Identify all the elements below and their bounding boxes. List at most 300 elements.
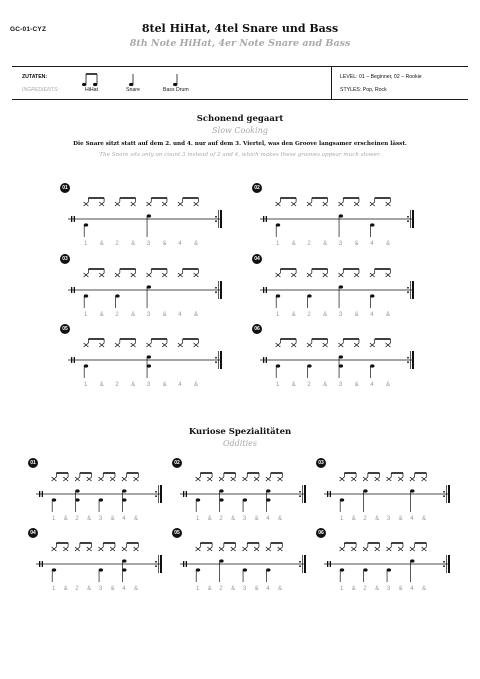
repeat-sign — [215, 357, 217, 359]
snare-note — [122, 489, 126, 492]
count-label: & — [291, 241, 296, 247]
repeat-sign — [215, 216, 217, 218]
count-label: & — [162, 382, 167, 388]
hihat-beam — [103, 472, 115, 474]
hihat-note — [338, 339, 343, 347]
bass-note — [387, 568, 391, 571]
hihat-beam — [312, 268, 328, 270]
hihat-beam — [280, 338, 296, 340]
count-label: 1 — [276, 382, 280, 388]
exercise-number-badge: 05 — [60, 324, 70, 334]
bass-note — [147, 364, 151, 367]
hihat-beam — [183, 268, 199, 270]
document-code: GC-01-CYZ — [10, 26, 47, 33]
hihat-beam — [271, 542, 283, 544]
hihat-beam — [375, 197, 391, 199]
hihat-beam — [391, 542, 403, 544]
count-label: 1 — [196, 586, 200, 592]
hihat-note — [146, 198, 151, 206]
count-label: & — [386, 241, 391, 247]
drum-notation — [180, 540, 312, 584]
count-label: 3 — [242, 586, 247, 592]
snare-note — [410, 559, 414, 562]
section1-description-en: The Snare sits only on count 3 instead of 2 and 4, which makes these grooves appear much slower. — [99, 152, 381, 158]
count-label: & — [323, 382, 328, 388]
bass-note — [340, 498, 344, 501]
hihat-beam — [343, 197, 359, 199]
page-title: 8tel HiHat, 4tel Snare und Bass — [141, 22, 339, 35]
hihat-note — [110, 473, 115, 481]
hihat-note — [194, 269, 199, 277]
count-label: 4 — [178, 312, 182, 318]
count-label: 2 — [219, 586, 223, 592]
count-label: & — [110, 586, 115, 592]
hihat-note — [84, 339, 89, 347]
hihat-note — [375, 543, 380, 551]
hihat-note — [98, 473, 103, 481]
count-label: & — [375, 586, 380, 592]
hihat-note — [291, 269, 296, 277]
hihat-note — [410, 473, 415, 481]
count-label: 4 — [178, 241, 182, 247]
hihat-beam — [127, 472, 139, 474]
count-label: & — [162, 312, 167, 318]
hihat-note — [196, 473, 201, 481]
drum-notation — [260, 266, 420, 310]
bass-note — [99, 568, 103, 571]
info-top-rule — [12, 66, 468, 67]
repeat-sign — [407, 357, 409, 359]
hihat-note — [351, 543, 356, 551]
count-label: & — [323, 241, 328, 247]
hihat-note — [351, 473, 356, 481]
hihat-note — [178, 198, 183, 206]
repeat-sign — [443, 491, 445, 493]
hihat-note — [178, 269, 183, 277]
quarter-note-icon — [172, 72, 182, 88]
section1-title: Schonend gegaart — [196, 114, 284, 124]
info-bottom-rule — [12, 99, 468, 100]
drum-notation — [36, 470, 168, 514]
hihat-note — [363, 543, 368, 551]
count-label: & — [351, 586, 356, 592]
snare-note — [339, 355, 343, 358]
hihat-note — [231, 543, 236, 551]
count-label: & — [354, 382, 359, 388]
percussion-clef — [71, 287, 72, 293]
hihat-note — [370, 269, 375, 277]
bass-note — [52, 568, 56, 571]
info-divider — [331, 66, 332, 99]
drum-notation — [260, 195, 420, 239]
hihat-note — [63, 473, 68, 481]
hihat-beam — [151, 338, 167, 340]
count-label: 1 — [84, 382, 88, 388]
drum-notation — [68, 195, 228, 239]
hihat-note — [115, 198, 120, 206]
bass-note — [196, 498, 200, 501]
count-label: 3 — [242, 516, 247, 522]
snare-note — [266, 489, 270, 492]
hihat-note — [131, 198, 136, 206]
count-label: 2 — [307, 312, 311, 318]
count-label: & — [131, 382, 136, 388]
hihat-beam — [103, 542, 115, 544]
hihat-beam — [312, 338, 328, 340]
percussion-clef — [327, 491, 328, 497]
hihat-note — [52, 543, 57, 551]
hihat-note — [354, 269, 359, 277]
drum-notation — [260, 336, 420, 380]
exercise-number-badge: 06 — [252, 324, 262, 334]
hihat-note — [278, 543, 283, 551]
count-label: 1 — [52, 516, 56, 522]
percussion-clef — [183, 561, 184, 567]
hihat-note — [291, 339, 296, 347]
section2-title: Kuriose Spezialitäten — [188, 427, 292, 437]
hihat-note — [422, 473, 427, 481]
hihat-note — [87, 543, 92, 551]
count-label: & — [254, 586, 259, 592]
hihat-beam — [343, 338, 359, 340]
bass-note — [84, 223, 88, 226]
hihat-note — [134, 473, 139, 481]
hihat-note — [386, 198, 391, 206]
hihat-note — [276, 198, 281, 206]
exercise-number-badge: 03 — [60, 254, 70, 264]
repeat-sign — [407, 287, 409, 289]
count-label: 4 — [410, 516, 414, 522]
hihat-note — [196, 543, 201, 551]
hihat-note — [266, 473, 271, 481]
hihat-note — [422, 543, 427, 551]
hihat-note — [207, 473, 212, 481]
percussion-clef — [327, 561, 328, 567]
bass-note — [84, 294, 88, 297]
count-label: 2 — [75, 586, 79, 592]
count-label: 2 — [115, 241, 119, 247]
bass-note — [219, 498, 223, 501]
exercise-number-badge: 05 — [172, 528, 182, 538]
hihat-beam — [343, 268, 359, 270]
hihat-note — [386, 543, 391, 551]
count-label: 4 — [266, 516, 270, 522]
snare-note — [147, 355, 151, 358]
hihat-note — [219, 543, 224, 551]
count-label: 4 — [122, 586, 126, 592]
hihat-note — [146, 339, 151, 347]
hihat-note — [98, 543, 103, 551]
percussion-clef — [183, 491, 184, 497]
drum-notation — [324, 470, 456, 514]
bass-note — [99, 498, 103, 501]
count-label: & — [354, 312, 359, 318]
count-label: & — [278, 516, 283, 522]
drum-notation — [68, 266, 228, 310]
hihat-note — [386, 339, 391, 347]
count-label: 3 — [146, 312, 151, 318]
ingredients-label-de: ZUTATEN: — [22, 74, 48, 80]
snare-note — [147, 214, 151, 217]
bass-note — [84, 364, 88, 367]
count-label: 4 — [178, 382, 182, 388]
count-label: & — [194, 241, 199, 247]
snare-note — [219, 489, 223, 492]
count-label: 2 — [115, 382, 119, 388]
hihat-beam — [375, 268, 391, 270]
hihat-beam — [127, 542, 139, 544]
bass-note — [266, 568, 270, 571]
hihat-note — [386, 269, 391, 277]
hihat-note — [340, 473, 345, 481]
count-label: 2 — [75, 516, 79, 522]
repeat-sign — [155, 561, 157, 563]
hihat-beam — [151, 268, 167, 270]
hihat-note — [291, 198, 296, 206]
count-label: & — [162, 241, 167, 247]
count-label: & — [194, 382, 199, 388]
hihat-note — [338, 198, 343, 206]
snare-note — [219, 559, 223, 562]
ingredients-label-en: INGREDIENTS: — [22, 87, 59, 93]
hihat-beam — [88, 338, 104, 340]
count-label: 1 — [52, 586, 56, 592]
hihat-note — [131, 269, 136, 277]
hihat-note — [323, 269, 328, 277]
count-label: & — [207, 516, 212, 522]
hihat-note — [99, 339, 104, 347]
hihat-beam — [56, 472, 68, 474]
hihat-note — [122, 473, 127, 481]
count-label: & — [99, 382, 104, 388]
snare-note — [122, 559, 126, 562]
bass-note — [52, 498, 56, 501]
hihat-note — [307, 339, 312, 347]
count-label: & — [63, 516, 68, 522]
bass-note — [370, 223, 374, 226]
count-label: & — [231, 516, 236, 522]
hihat-beam — [344, 472, 356, 474]
hihat-note — [398, 543, 403, 551]
hihat-beam — [80, 472, 92, 474]
hihat-beam — [312, 197, 328, 199]
repeat-sign — [155, 491, 157, 493]
hihat-note — [370, 198, 375, 206]
count-label: 3 — [338, 241, 343, 247]
bass-note — [243, 568, 247, 571]
exercise-number-badge: 01 — [60, 183, 70, 193]
bass-note — [122, 498, 126, 501]
bass-note — [307, 364, 311, 367]
hihat-note — [162, 339, 167, 347]
hihat-beam — [200, 542, 212, 544]
repeat-sign — [407, 216, 409, 218]
hihat-note — [75, 473, 80, 481]
count-label: & — [207, 586, 212, 592]
exercise-number-badge: 04 — [252, 254, 262, 264]
hihat-beam — [344, 542, 356, 544]
hihat-note — [242, 473, 247, 481]
count-label: & — [194, 312, 199, 318]
page-subtitle: 8th Note HiHat, 4er Note Snare and Bass — [129, 38, 351, 49]
hihat-beam — [247, 472, 259, 474]
hihat-note — [398, 473, 403, 481]
bass-note — [307, 294, 311, 297]
percussion-clef — [263, 216, 264, 222]
count-label: & — [254, 516, 259, 522]
hihat-note — [63, 543, 68, 551]
ingredient-hihat: HiHat — [85, 87, 98, 93]
hihat-beam — [415, 472, 427, 474]
hihat-note — [162, 269, 167, 277]
count-label: 4 — [370, 241, 374, 247]
hihat-note — [242, 543, 247, 551]
count-label: & — [99, 312, 104, 318]
ingredient-bass-drum: Bass Drum — [163, 87, 189, 93]
hihat-note — [131, 339, 136, 347]
hihat-note — [354, 198, 359, 206]
drum-notation — [36, 540, 168, 584]
hihat-beam — [368, 472, 380, 474]
bass-note — [243, 498, 247, 501]
hihat-note — [278, 473, 283, 481]
section1-subtitle: Slow Cooking — [212, 126, 268, 135]
count-label: & — [351, 516, 356, 522]
ingredient-snare: Snare — [126, 87, 140, 93]
count-label: & — [134, 586, 139, 592]
hihat-note — [338, 269, 343, 277]
repeat-sign — [299, 491, 301, 493]
bass-note — [115, 294, 119, 297]
hihat-note — [84, 198, 89, 206]
hihat-note — [219, 473, 224, 481]
count-label: 2 — [307, 382, 311, 388]
snare-note — [147, 285, 151, 288]
hihat-beam — [368, 542, 380, 544]
count-label: & — [87, 586, 92, 592]
section1-description: Die Snare sitzt statt auf dem 2. und 4. nur auf dem 3. Viertel, was den Groove langsamer erscheinen lässt. — [73, 141, 407, 147]
count-label: & — [278, 586, 283, 592]
hihat-note — [115, 269, 120, 277]
exercise-number-badge: 04 — [28, 528, 38, 538]
snare-note — [339, 285, 343, 288]
hihat-note — [254, 473, 259, 481]
count-label: & — [354, 241, 359, 247]
percussion-clef — [71, 216, 72, 222]
count-label: 2 — [307, 241, 311, 247]
hihat-beam — [224, 542, 236, 544]
hihat-beam — [280, 197, 296, 199]
count-label: & — [63, 586, 68, 592]
hihat-note — [99, 269, 104, 277]
hihat-note — [84, 269, 89, 277]
bass-note — [339, 364, 343, 367]
count-label: 2 — [363, 586, 367, 592]
hihat-note — [134, 543, 139, 551]
hihat-beam — [375, 338, 391, 340]
hihat-beam — [120, 338, 136, 340]
count-label: 4 — [370, 312, 374, 318]
repeat-sign — [215, 287, 217, 289]
hihat-beam — [88, 197, 104, 199]
hihat-note — [194, 198, 199, 206]
hihat-beam — [183, 197, 199, 199]
repeat-sign — [443, 561, 445, 563]
count-label: & — [231, 586, 236, 592]
count-label: 2 — [115, 312, 119, 318]
count-label: 1 — [276, 241, 280, 247]
hihat-beam — [247, 542, 259, 544]
count-label: 4 — [370, 382, 374, 388]
hihat-note — [354, 339, 359, 347]
bass-note — [370, 294, 374, 297]
count-label: 1 — [340, 586, 344, 592]
section2-subtitle: Oddities — [223, 439, 257, 448]
bass-note — [122, 568, 126, 571]
drum-notation — [68, 336, 228, 380]
percussion-clef — [263, 357, 264, 363]
hihat-note — [231, 473, 236, 481]
hihat-note — [340, 543, 345, 551]
count-label: 1 — [276, 312, 280, 318]
hihat-note — [276, 269, 281, 277]
hihat-beam — [120, 268, 136, 270]
count-label: & — [291, 312, 296, 318]
count-label: 3 — [338, 382, 343, 388]
percussion-clef — [39, 561, 40, 567]
count-label: 3 — [146, 382, 151, 388]
hihat-note — [99, 198, 104, 206]
hihat-note — [375, 473, 380, 481]
repeat-sign — [299, 561, 301, 563]
hihat-note — [323, 198, 328, 206]
bass-note — [196, 568, 200, 571]
count-label: 1 — [196, 516, 200, 522]
hihat-beam — [151, 197, 167, 199]
percussion-clef — [71, 357, 72, 363]
count-label: & — [422, 516, 427, 522]
bass-note — [75, 498, 79, 501]
count-label: & — [99, 241, 104, 247]
hihat-note — [323, 339, 328, 347]
hihat-beam — [280, 268, 296, 270]
hihat-note — [110, 543, 115, 551]
count-label: 3 — [146, 241, 151, 247]
count-label: 2 — [219, 516, 223, 522]
count-label: & — [291, 382, 296, 388]
count-label: & — [375, 516, 380, 522]
count-label: & — [110, 516, 115, 522]
exercise-number-badge: 03 — [316, 458, 326, 468]
drum-notation — [324, 540, 456, 584]
drum-notation — [180, 470, 312, 514]
bass-note — [370, 364, 374, 367]
count-label: 1 — [84, 312, 88, 318]
count-label: & — [398, 516, 403, 522]
hihat-beam — [120, 197, 136, 199]
exercise-number-badge: 01 — [28, 458, 38, 468]
snare-note — [75, 489, 79, 492]
hihat-note — [178, 339, 183, 347]
count-label: 3 — [338, 312, 343, 318]
hihat-note — [146, 269, 151, 277]
hihat-note — [162, 198, 167, 206]
hihat-beam — [391, 472, 403, 474]
count-label: & — [386, 312, 391, 318]
bass-note — [276, 223, 280, 226]
hihat-beam — [271, 472, 283, 474]
count-label: 3 — [386, 516, 391, 522]
